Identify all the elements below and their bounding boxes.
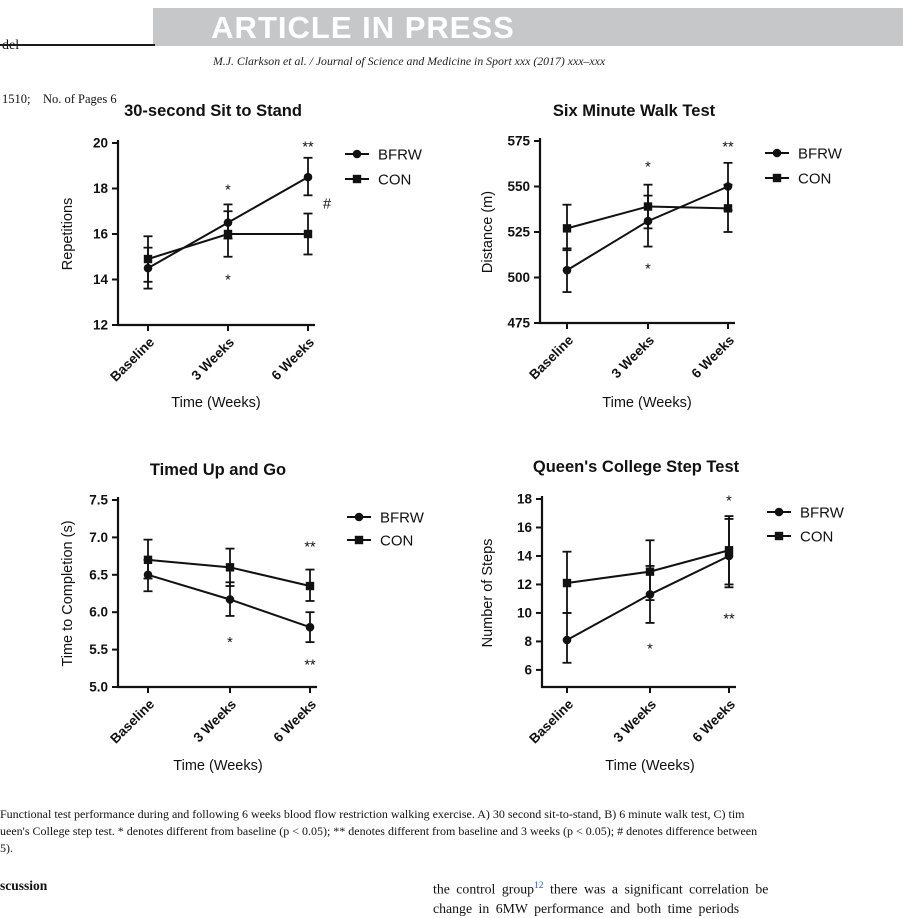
significance-annotation: * (227, 635, 233, 652)
article-in-press-banner (153, 8, 903, 46)
chart-title: Timed Up and Go (149, 461, 287, 479)
marker-square (724, 204, 732, 212)
body-text-post: there was a significant correlation be (543, 881, 769, 897)
y-tick-label: 16 (516, 519, 532, 535)
legend-marker (775, 508, 784, 517)
x-category-label: 3 Weeks (610, 696, 660, 746)
significance-annotation: ** (723, 611, 735, 628)
citation-ref-link[interactable]: 12 (534, 881, 544, 891)
y-tick-label: 575 (507, 133, 530, 149)
legend-item-CON (765, 171, 831, 188)
legend-label: BFRW (380, 509, 424, 527)
y-tick-label: 7.5 (89, 492, 108, 508)
chart-six-minute-walk (480, 95, 903, 451)
legend-label: BFRW (800, 504, 844, 522)
y-tick-label: 18 (92, 181, 108, 196)
marker-square (563, 224, 571, 232)
legend-label: CON (798, 170, 832, 188)
figure-caption-line3: 5). (0, 841, 13, 855)
y-axis-title: Number of Steps (480, 538, 496, 648)
marker-square (226, 563, 234, 571)
marker-circle (226, 595, 235, 604)
x-axis-title: Time (Weeks) (605, 758, 695, 774)
legend-item-BFRW (765, 146, 843, 163)
legend-marker (773, 149, 782, 158)
legend-marker (355, 536, 363, 544)
figure-caption-line1: Functional test performance during and following 6 weeks blood flow restriction walking exercise. A) 30 second sit-to-stand, B) 6 minute walk test, C) tim (0, 807, 745, 821)
y-tick-label: 500 (507, 270, 530, 285)
figure-caption-line2: ueen's College step test. * denotes different from baseline (p < 0.05); ** denotes different from baseline and 3 weeks (p < 0.05); # denotes difference between (0, 824, 758, 838)
marker-square (306, 582, 314, 590)
x-category-label: 6 Weeks (268, 334, 318, 384)
figure-caption (0, 806, 903, 857)
y-tick-label: 6.0 (89, 604, 108, 620)
marker-square (563, 579, 571, 587)
x-category-label: 6 Weeks (689, 696, 739, 746)
y-tick-label: 550 (507, 179, 530, 194)
series-CON (144, 540, 315, 601)
y-tick-label: 6 (524, 662, 532, 678)
chart-timed-up-and-go (30, 450, 453, 806)
legend-label: CON (800, 528, 834, 546)
x-axis-title: Time (Weeks) (171, 395, 261, 411)
significance-annotation: ** (302, 139, 314, 156)
legend-item-CON (347, 533, 413, 550)
x-category-label: 6 Weeks (688, 332, 738, 382)
series-CON (144, 211, 313, 282)
y-tick-label: 14 (92, 272, 108, 287)
legend-item-BFRW (767, 505, 845, 522)
marker-square (224, 230, 232, 238)
marker-square (646, 567, 654, 575)
y-tick-label: 20 (92, 135, 108, 151)
y-tick-label: 5.0 (89, 679, 108, 695)
legend-label: BFRW (798, 145, 842, 163)
legend-marker (353, 150, 362, 159)
article-in-press-text: ARTICLE IN PRESS (211, 10, 515, 45)
y-tick-label: 8 (524, 633, 532, 649)
y-tick-label: 16 (92, 226, 108, 242)
body-text-column (433, 877, 903, 918)
significance-annotation: ** (304, 539, 316, 556)
significance-annotation: * (726, 493, 732, 510)
body-text-line2-clipped: change in 6MW performance and both time periods (433, 900, 740, 916)
x-axis-title: Time (Weeks) (173, 758, 263, 774)
y-tick-label: 12 (92, 317, 108, 333)
y-tick-label: 475 (507, 315, 530, 331)
x-axis-title: Time (Weeks) (602, 395, 692, 411)
significance-annotation: * (647, 641, 653, 658)
x-category-label: 6 Weeks (270, 696, 320, 746)
legend-label: CON (380, 532, 414, 550)
y-tick-label: 5.5 (89, 642, 108, 658)
y-axis-title: Time to Completion (s) (60, 520, 76, 667)
x-category-label: Baseline (526, 696, 577, 747)
marker-circle (563, 266, 572, 275)
marker-square (644, 202, 652, 210)
body-text-pre: the control group (433, 881, 535, 897)
y-tick-label: 12 (516, 576, 532, 592)
marker-circle (563, 636, 572, 645)
significance-annotation: * (225, 272, 231, 289)
marker-square (144, 255, 152, 263)
marker-circle (304, 173, 313, 182)
x-category-label: 3 Weeks (190, 696, 240, 746)
y-tick-label: 10 (516, 605, 532, 621)
y-axis-title: Repetitions (60, 197, 76, 271)
body-text-line1 (433, 877, 903, 899)
y-tick-label: 14 (516, 548, 532, 564)
x-category-label: Baseline (107, 696, 158, 747)
series-BFRW (144, 560, 315, 642)
y-tick-label: 18 (516, 491, 532, 507)
legend-item-CON (767, 529, 833, 546)
significance-annotation: ** (722, 139, 734, 156)
legend-marker (775, 532, 783, 540)
significance-annotation: * (645, 159, 651, 176)
marker-square (304, 230, 312, 238)
x-category-label: Baseline (526, 332, 577, 383)
discussion-heading-fragment: scussion (0, 878, 48, 893)
series-CON (563, 516, 734, 613)
chart-title: Six Minute Walk Test (552, 102, 716, 120)
header-pages-fragment: 1510; No. of Pages 6 (2, 92, 117, 106)
legend-item-BFRW (347, 510, 425, 527)
marker-square (144, 556, 152, 564)
y-axis-title: Distance (m) (480, 190, 496, 274)
legend-item-CON (345, 172, 411, 189)
chart-title: 30-second Sit to Stand (124, 102, 302, 120)
chart-title: Queen's College Step Test (532, 458, 740, 476)
legend-label: CON (378, 171, 412, 189)
chart-queens-step-test (480, 450, 903, 806)
legend-marker (355, 513, 364, 522)
legend-marker (353, 175, 361, 183)
x-category-label: Baseline (107, 334, 158, 385)
significance-annotation: # (322, 196, 332, 213)
significance-annotation: ** (304, 657, 316, 674)
y-tick-label: 6.5 (89, 567, 108, 583)
legend-label: BFRW (378, 146, 422, 164)
marker-circle (306, 623, 315, 632)
x-category-label: 3 Weeks (188, 334, 238, 384)
significance-annotation: * (645, 261, 651, 278)
running-head-citation: M.J. Clarkson et al. / Journal of Science and Medicine in Sport xxx (2017) xxx–xxx (212, 54, 606, 68)
significance-annotation: * (225, 182, 231, 199)
y-tick-label: 525 (507, 224, 530, 240)
legend-marker (773, 174, 781, 182)
y-tick-label: 7.0 (89, 529, 108, 545)
header-rule (0, 44, 155, 46)
legend-item-BFRW (345, 147, 423, 164)
marker-square (725, 546, 733, 554)
x-category-label: 3 Weeks (608, 332, 658, 382)
chart-30s-sit-to-stand (30, 95, 453, 451)
